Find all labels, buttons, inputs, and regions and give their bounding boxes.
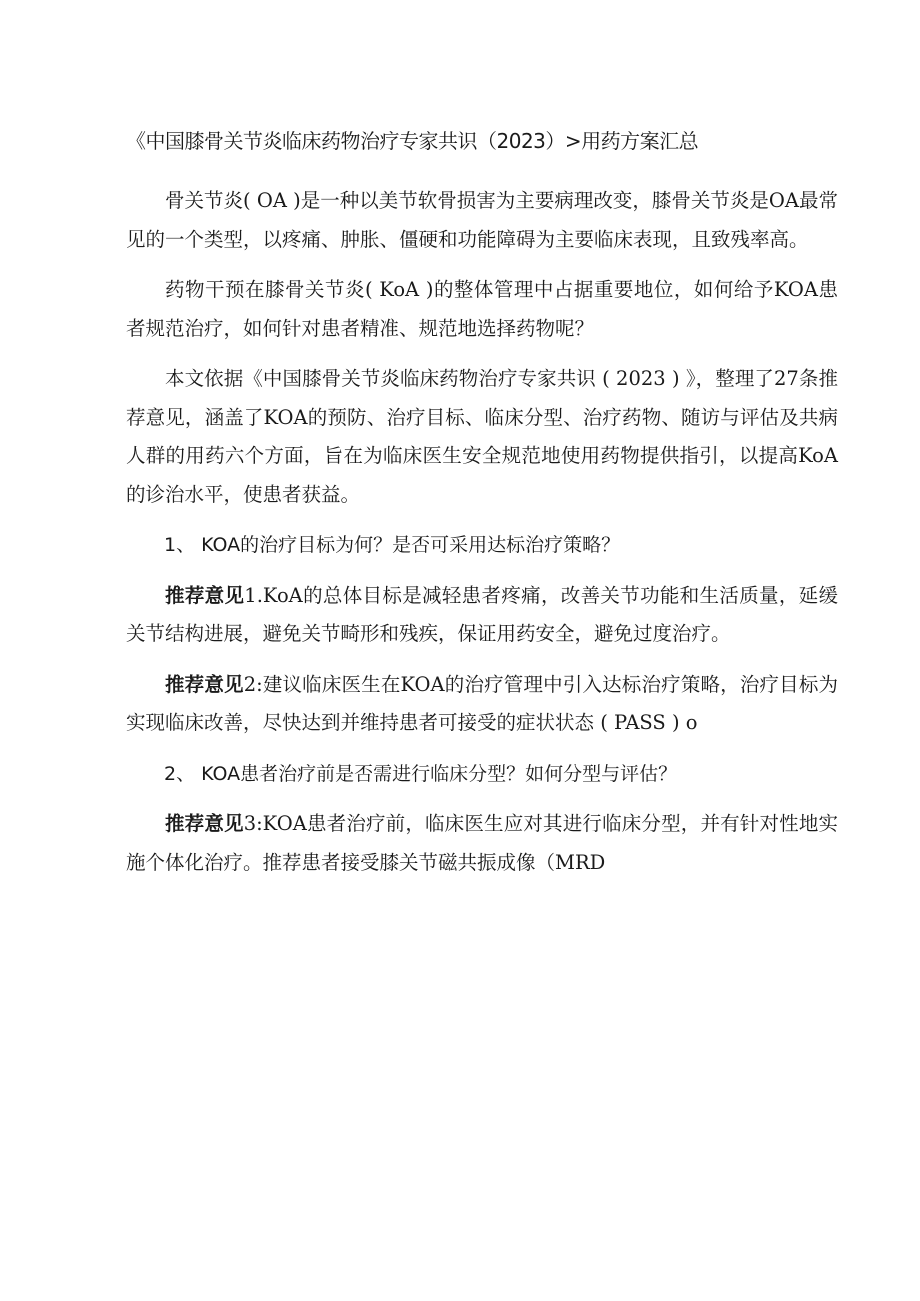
- intro-paragraph-1: 骨关节炎( OA )是一种以美节软骨损害为主要病理改变，膝骨关节炎是OA最常见的一个类型，以疼痛、肿胀、僵硬和功能障碍为主要临床表现，且致残率高。: [126, 189, 838, 251]
- recommendation-label: 推荐意见: [165, 672, 244, 696]
- section-1-heading: 1、 KOA的治疗目标为何？是否可采用达标治疗策略？: [164, 534, 621, 556]
- recommendation-2: [126, 666, 838, 743]
- recommendation-text: 2:建议临床医生在KOA的治疗管理中引入达标治疗策略，治疗目标为实现临床改善，尽快达到并维持患者可接受的症状状态 ( PASS ) o: [126, 672, 838, 734]
- document-body: [126, 182, 838, 894]
- recommendation-1: [126, 577, 838, 654]
- recommendation-text: 3:KOA患者治疗前，临床医生应对其进行临床分型，并有针对性地实施个体化治疗。推荐患者接受膝关节磁共振成像（MRD: [126, 812, 838, 874]
- recommendation-label: 推荐意见: [165, 583, 245, 607]
- intro-paragraph-3: 本文依据《中国膝骨关节炎临床药物治疗专家共识 ( 2023 ) 》，整理了27条推荐意见，涵盖了KOA的预防、治疗目标、临床分型、治疗药物、随访与评估及共病人群的用药六个方面，旨在为临床医生安全规范地使用药物提供指引，以提高KoA的诊治水平，使患者获益。: [126, 367, 838, 506]
- section-2-heading: 2、 KOA患者治疗前是否需进行临床分型？如何分型与评估？: [164, 762, 678, 785]
- intro-paragraph-2: 药物干预在膝骨关节炎( KoA )的整体管理中占据重要地位，如何给予KOA患者规范治疗，如何针对患者精准、规范地选择药物呢？: [126, 278, 838, 340]
- recommendation-text: 1.KoA的总体目标是减轻患者疼痛，改善关节功能和生活质量，延缓关节结构进展，避免关节畸形和残疾，保证用药安全，避免过度治疗。: [126, 583, 838, 645]
- document-title: 《中国膝骨关节炎临床药物治疗专家共识（2023）>用药方案汇总: [126, 129, 699, 153]
- recommendation-3: [126, 805, 838, 882]
- recommendation-label: 推荐意见: [165, 812, 244, 835]
